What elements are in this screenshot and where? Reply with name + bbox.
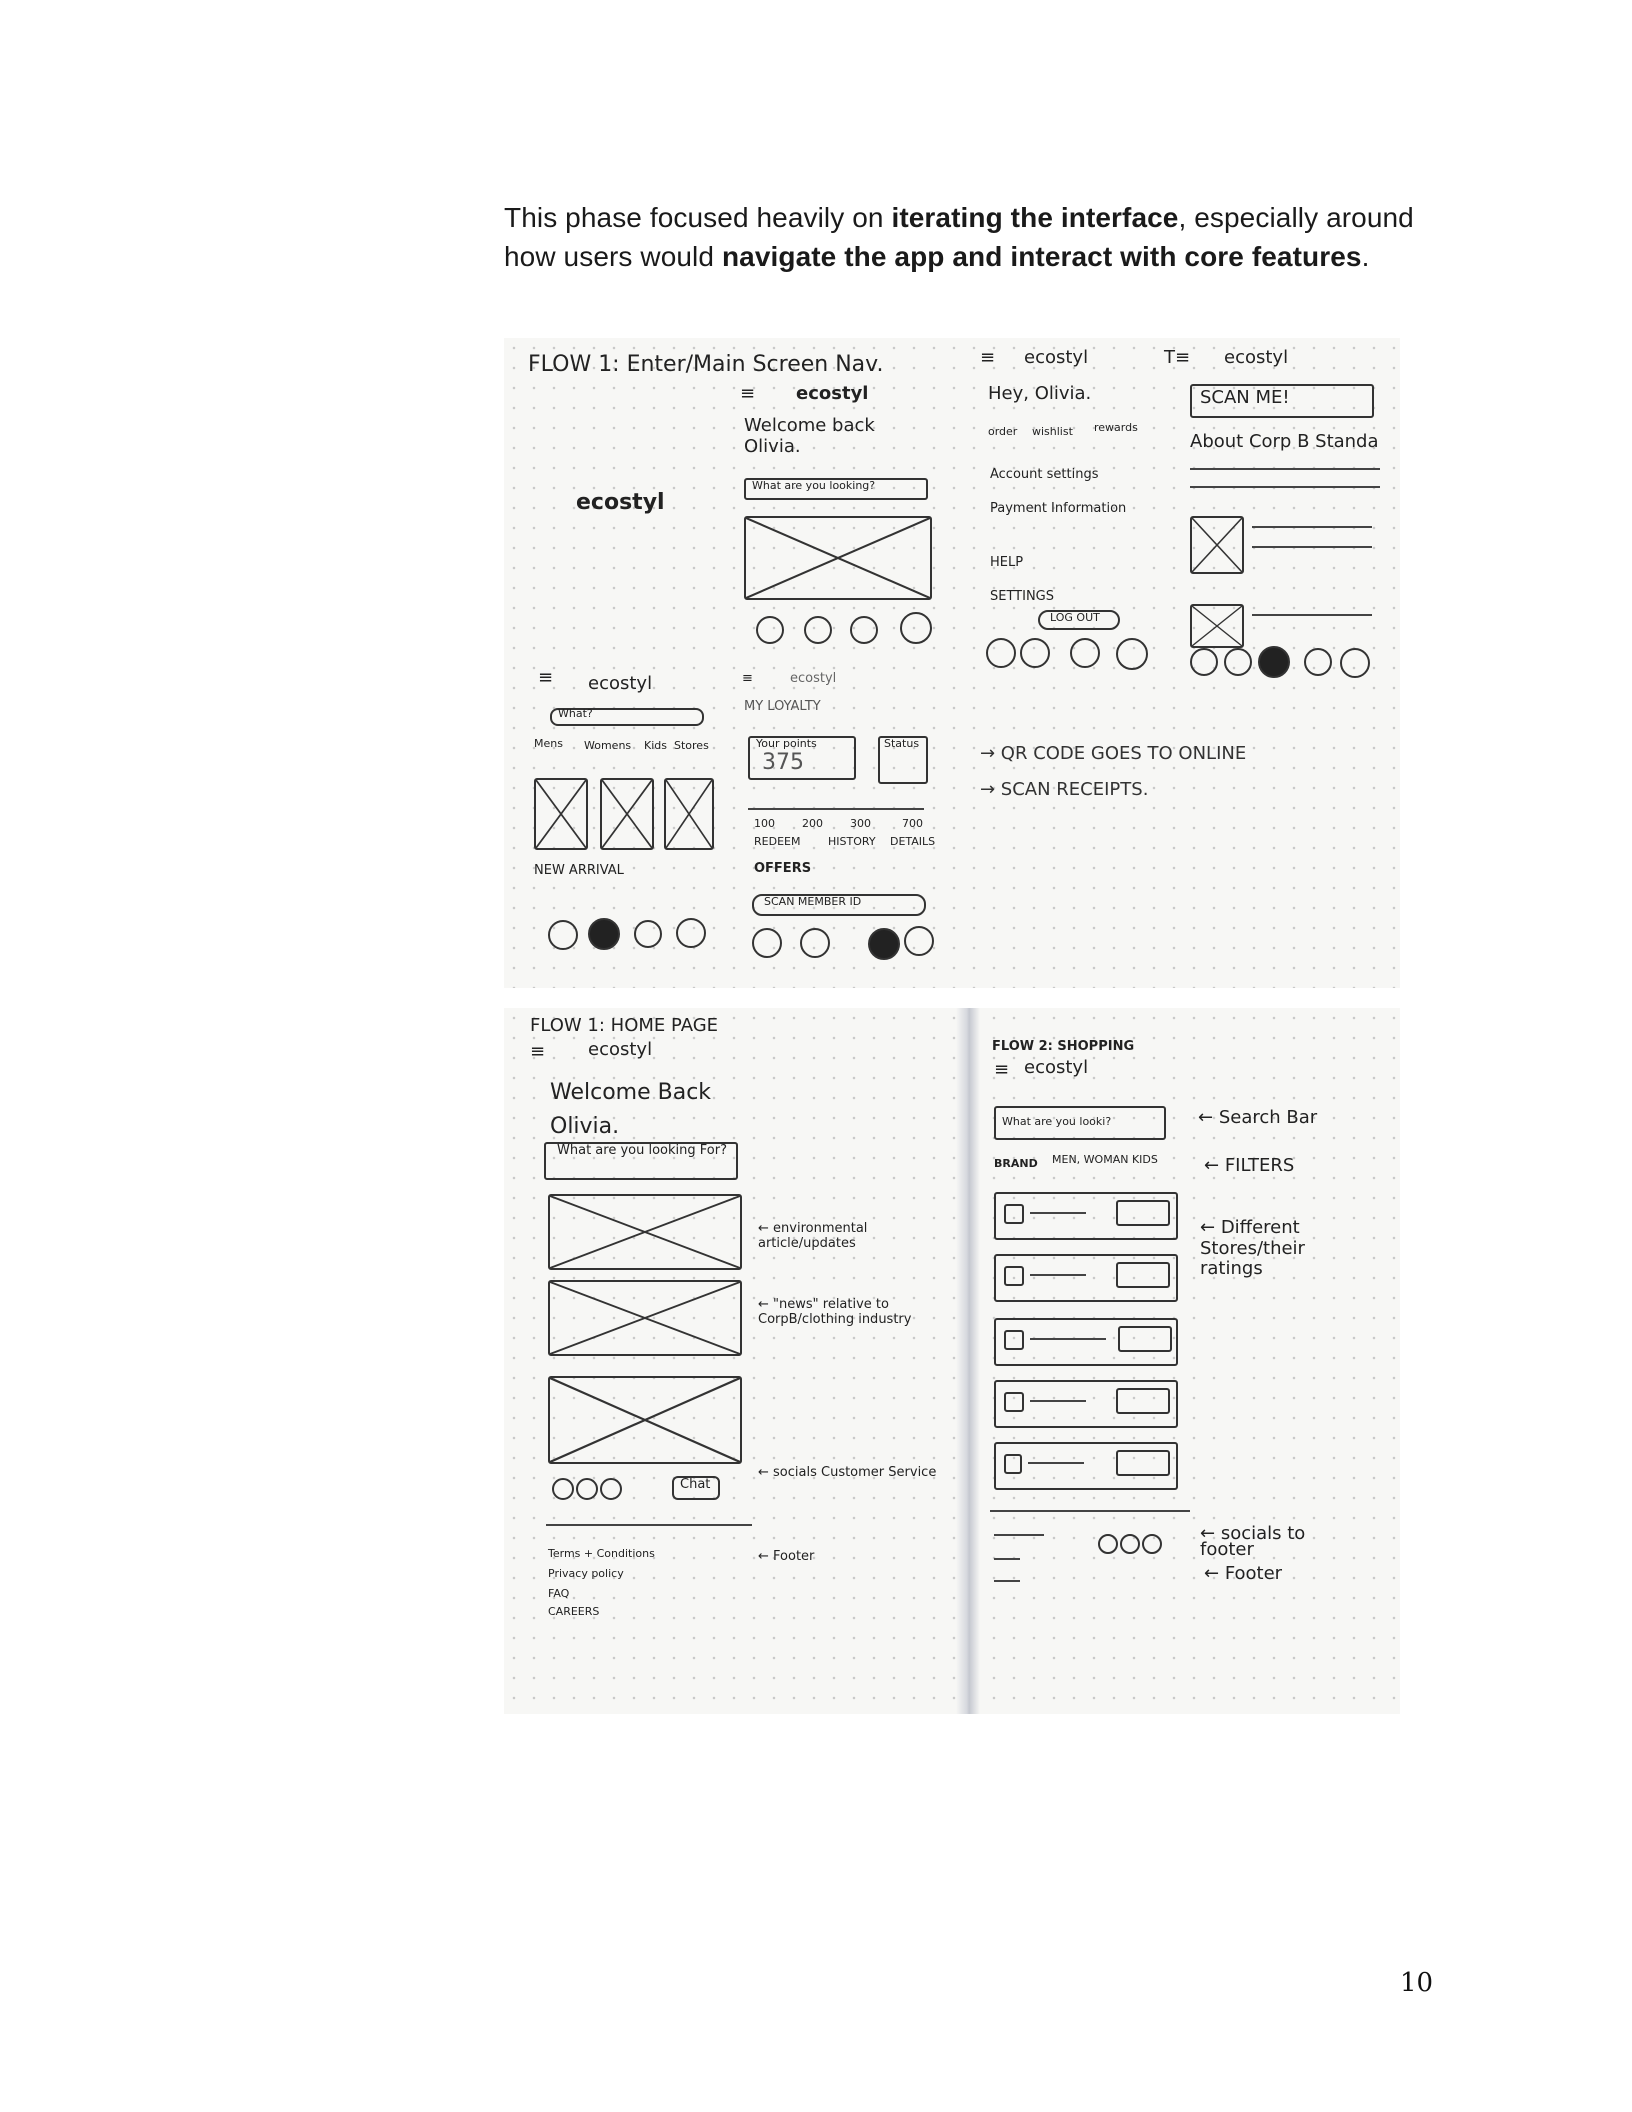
social-icon bbox=[1098, 1534, 1118, 1554]
notebook-spine bbox=[956, 1008, 980, 1714]
scan-about: About Corp B Standa bbox=[1190, 431, 1379, 452]
text-line bbox=[1190, 468, 1380, 470]
social-icon bbox=[600, 1478, 622, 1500]
menu-nav-icon bbox=[1116, 638, 1148, 670]
menu-item: Account settings bbox=[990, 467, 1099, 482]
note-footer-2: ← Footer bbox=[1204, 1563, 1283, 1584]
intro-paragraph bbox=[504, 198, 1424, 276]
store-name-line bbox=[1030, 1400, 1086, 1402]
shopping-filter: MEN, WOMAN KIDS bbox=[1052, 1153, 1158, 1166]
scan-nav-icon bbox=[1258, 646, 1290, 678]
loyalty-title: MY LOYALTY bbox=[744, 699, 821, 714]
scan-logo: ecostyl bbox=[1224, 347, 1289, 368]
menu-item: Payment Information bbox=[990, 501, 1127, 516]
article-placeholder bbox=[548, 1194, 742, 1270]
footer-link: Privacy policy bbox=[548, 1567, 624, 1580]
sketch-photo-bottom bbox=[504, 1008, 1400, 1714]
note-socials-footer: ← socials to footer bbox=[1200, 1523, 1306, 1560]
note-search-bar: ← Search Bar bbox=[1198, 1107, 1318, 1128]
shop-nav-icon bbox=[588, 918, 620, 950]
loyalty-nav-icon bbox=[904, 926, 934, 956]
note-footer-text: Footer bbox=[773, 1549, 815, 1564]
note-articles: ← environmental article/updates bbox=[758, 1221, 868, 1251]
shop-logo: ecostyl bbox=[588, 673, 653, 694]
hp-logo: ecostyl bbox=[588, 1039, 653, 1060]
product-placeholder bbox=[664, 778, 714, 850]
shop-nav-icon bbox=[548, 920, 578, 950]
menu-nav-icon bbox=[1070, 638, 1100, 668]
intro-text-1: This phase focused heavily on bbox=[504, 202, 892, 233]
home-nav-icon bbox=[850, 616, 878, 644]
social-icon bbox=[552, 1478, 574, 1500]
hp-search-text: What are you looking For? bbox=[557, 1143, 727, 1158]
menu-greeting: Hey, Olivia. bbox=[988, 383, 1092, 404]
note-search-bar-text: Search Bar bbox=[1218, 1107, 1318, 1128]
text-line bbox=[1252, 546, 1372, 548]
shopping-title: FLOW 2: SHOPPING bbox=[992, 1039, 1135, 1054]
intro-text-2: , especially around how users would bbox=[504, 202, 1414, 272]
note-qr: → QR CODE GOES TO ONLINE bbox=[980, 743, 1247, 764]
scan-nav-icon bbox=[1304, 648, 1332, 676]
footer-link: Terms + Conditions bbox=[548, 1547, 655, 1560]
social-icon bbox=[1142, 1534, 1162, 1554]
social-icon bbox=[1120, 1534, 1140, 1554]
menu-nav-icon bbox=[1020, 638, 1050, 668]
store-rating-box bbox=[1116, 1450, 1170, 1476]
scan-menu-icon: T≡ bbox=[1164, 347, 1191, 368]
store-name-line bbox=[1030, 1212, 1086, 1214]
loyalty-action: REDEEM bbox=[754, 835, 801, 848]
note-filters-text: FILTERS bbox=[1224, 1155, 1295, 1176]
shop-nav-icon bbox=[634, 920, 662, 948]
chat-label: Chat bbox=[680, 1477, 711, 1492]
store-name-line bbox=[1030, 1274, 1086, 1276]
flow-title: FLOW 1: Enter/Main Screen Nav. bbox=[528, 352, 884, 377]
shopping-menu-icon: ≡ bbox=[994, 1059, 1010, 1080]
home-logo: ecostyl bbox=[796, 383, 869, 404]
note-news: ← "news" relative to CorpB/clothing industry bbox=[758, 1297, 912, 1327]
footer-line bbox=[994, 1580, 1020, 1582]
note-socials: ← socials Customer Service bbox=[758, 1465, 937, 1480]
shop-category: Stores bbox=[674, 739, 709, 752]
news-placeholder bbox=[548, 1280, 742, 1356]
scale-tick: 700 bbox=[902, 817, 923, 830]
points-value: 375 bbox=[762, 750, 804, 775]
loyalty-nav-icon bbox=[752, 928, 782, 958]
menu-item: SETTINGS bbox=[990, 589, 1055, 604]
page-number: 10 bbox=[1400, 1968, 1434, 1998]
note-news-text: "news" relative to CorpB/clothing industry bbox=[758, 1297, 912, 1327]
loyalty-menu-icon: ≡ bbox=[742, 671, 753, 686]
loyalty-logo: ecostyl bbox=[790, 671, 837, 686]
scan-member-label: SCAN MEMBER ID bbox=[764, 895, 862, 908]
product-placeholder bbox=[534, 778, 588, 850]
hp-welcome: Welcome Back Olivia. bbox=[550, 1080, 712, 1139]
note-footer: ← Footer bbox=[758, 1549, 815, 1564]
home-search-text: What are you looking? bbox=[752, 479, 876, 492]
shopping-logo: ecostyl bbox=[1024, 1057, 1089, 1078]
note-receipts: → SCAN RECEIPTS. bbox=[980, 779, 1149, 800]
home-nav-icon bbox=[756, 616, 784, 644]
scan-nav-icon bbox=[1224, 648, 1252, 676]
intro-bold-2: navigate the app and interact with core features bbox=[721, 241, 1362, 272]
scan-image-placeholder bbox=[1190, 516, 1244, 574]
sketch-photo-top bbox=[504, 338, 1400, 988]
loyalty-action: HISTORY bbox=[828, 835, 876, 848]
note-socials-footer-text: socials to footer bbox=[1200, 1523, 1306, 1560]
note-stores: ← Different Stores/their ratings bbox=[1200, 1217, 1305, 1280]
profile-icon bbox=[900, 612, 932, 644]
scan-nav-icon bbox=[1340, 648, 1370, 678]
news-placeholder bbox=[548, 1376, 742, 1464]
store-rating-box bbox=[1116, 1200, 1170, 1226]
scale-tick: 300 bbox=[850, 817, 871, 830]
text-line bbox=[1252, 614, 1372, 616]
menu-tab-wishlist: wishlist bbox=[1032, 425, 1073, 438]
text-line bbox=[1190, 486, 1380, 488]
store-rating-box bbox=[1116, 1262, 1170, 1288]
loyalty-nav-icon bbox=[800, 928, 830, 958]
footer-divider bbox=[990, 1510, 1190, 1512]
menu-tab-rewards: rewards bbox=[1094, 421, 1138, 434]
scan-image-placeholder bbox=[1190, 604, 1244, 648]
note-socials-text: socials Customer Service bbox=[773, 1465, 937, 1480]
shop-search-text: What? bbox=[558, 707, 593, 720]
logout-label: LOG OUT bbox=[1050, 611, 1100, 624]
menu-tab-order: order bbox=[988, 425, 1018, 438]
store-rating-box bbox=[1118, 1326, 1172, 1352]
splash-logo: ecostyl bbox=[576, 490, 665, 515]
shop-menu-icon: ≡ bbox=[538, 667, 554, 688]
shopping-filter: BRAND bbox=[994, 1157, 1038, 1170]
home-menu-icon: ≡ bbox=[740, 383, 756, 404]
shopping-search-text: What are you looki? bbox=[1002, 1115, 1112, 1128]
footer-line bbox=[994, 1534, 1044, 1536]
points-scale-line bbox=[748, 808, 924, 810]
intro-text-3: . bbox=[1361, 241, 1370, 272]
store-logo bbox=[1004, 1266, 1024, 1286]
offers-label: OFFERS bbox=[754, 861, 812, 876]
store-logo bbox=[1004, 1392, 1024, 1412]
shop-category: Womens bbox=[584, 739, 632, 752]
social-icon bbox=[576, 1478, 598, 1500]
note-footer-2-text: Footer bbox=[1224, 1563, 1283, 1584]
home-nav-icon bbox=[804, 616, 832, 644]
menu-nav-icon bbox=[986, 638, 1016, 668]
scale-tick: 100 bbox=[754, 817, 775, 830]
store-logo bbox=[1004, 1204, 1024, 1224]
footer-line bbox=[994, 1558, 1020, 1560]
note-filters: ← FILTERS bbox=[1204, 1155, 1295, 1176]
note-stores-text: Different Stores/their ratings bbox=[1200, 1217, 1305, 1280]
footer-divider bbox=[546, 1524, 752, 1526]
menu-item: HELP bbox=[990, 555, 1024, 570]
intro-bold-1: iterating the interface bbox=[891, 202, 1179, 233]
store-name-line bbox=[1030, 1338, 1106, 1340]
menu-icon: ≡ bbox=[980, 347, 996, 368]
store-name-line bbox=[1028, 1462, 1084, 1464]
store-logo bbox=[1004, 1330, 1024, 1350]
text-line bbox=[1252, 526, 1372, 528]
note-articles-text: environmental article/updates bbox=[758, 1221, 868, 1251]
menu-logo: ecostyl bbox=[1024, 347, 1089, 368]
scan-button-label: SCAN ME! bbox=[1200, 387, 1290, 408]
home-page-title: FLOW 1: HOME PAGE bbox=[530, 1015, 719, 1036]
product-placeholder bbox=[600, 778, 654, 850]
home-hero-placeholder bbox=[744, 516, 932, 600]
loyalty-action: DETAILS bbox=[890, 835, 936, 848]
footer-link: CAREERS bbox=[548, 1605, 600, 1618]
scale-tick: 200 bbox=[802, 817, 823, 830]
scan-nav-icon bbox=[1190, 648, 1218, 676]
footer-link: FAQ bbox=[548, 1587, 570, 1600]
hp-menu-icon: ≡ bbox=[530, 1041, 546, 1062]
shop-category: Kids bbox=[644, 739, 667, 752]
new-arrival-label: NEW ARRIVAL bbox=[534, 863, 624, 878]
shop-category: Mens bbox=[534, 737, 563, 750]
status-label: Status bbox=[884, 737, 920, 750]
store-rating-box bbox=[1116, 1388, 1170, 1414]
store-logo bbox=[1004, 1454, 1022, 1474]
loyalty-nav-icon bbox=[868, 928, 900, 960]
home-welcome: Welcome back Olivia. bbox=[744, 415, 875, 457]
shop-nav-icon bbox=[676, 918, 706, 948]
points-label: Your points bbox=[756, 737, 817, 750]
